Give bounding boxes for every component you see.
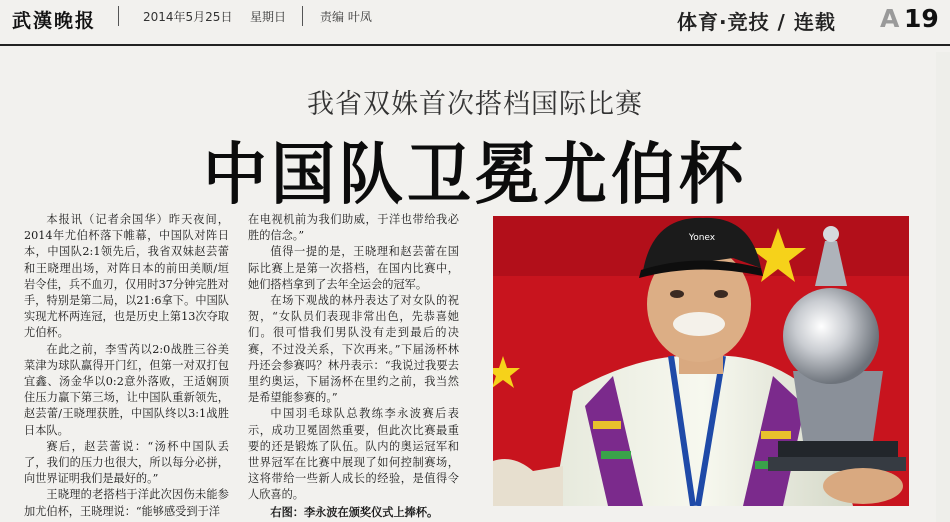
trophy-finial bbox=[823, 226, 839, 242]
scarf-stripe bbox=[601, 451, 631, 459]
cap-logo: Yonex bbox=[688, 233, 716, 243]
article-column-1 bbox=[24, 212, 229, 520]
news-photo bbox=[493, 216, 909, 506]
scarf-stripe bbox=[593, 421, 621, 429]
paragraph: 赛后，赵芸蕾说：“汤杯中国队丢了，我们的压力也很大，所以每分必拼，向世界证明我们是最好的。” bbox=[24, 439, 229, 486]
trophy-base bbox=[778, 441, 898, 457]
trophy-base bbox=[768, 457, 906, 471]
eye bbox=[714, 290, 728, 298]
divider bbox=[302, 6, 303, 26]
paragraph: 在电视机前为我们助威，于洋也带给我必胜的信念。” bbox=[248, 213, 459, 243]
article-column-2 bbox=[248, 212, 459, 520]
paragraph: 在场下观战的林丹表达了对女队的祝贺，“女队员们表现非常出色，先恭喜她们。很可惜我们男队没有走到最后的决赛，不过没关系，下次再来。”下届汤杯林丹还会参赛吗？林丹表示：“我说过我要去里约奥运，下届汤杯在里约之前，我当然是希望能参赛的。” bbox=[248, 294, 459, 405]
editor-credit: 责编 叶凤 bbox=[320, 10, 372, 24]
masthead bbox=[0, 0, 950, 50]
page-number: 19 bbox=[904, 4, 939, 33]
paragraph: 在此之前，李雪芮以2:0战胜三谷美菜津为球队赢得开门红，但第一对双打包宜鑫、汤金华以0:2意外落败，王适娴顶住压力赢下第三场，让中国队重新领先，赵芸蕾/王晓理获胜，中国队终以3:1战胜日本队。 bbox=[24, 342, 229, 437]
eye bbox=[670, 290, 684, 298]
newspaper-logo: 武漢晚报 bbox=[12, 10, 97, 32]
paragraph: 本报讯（记者余国华）昨天夜间，2014年尤伯杯落下帷幕，中国队对阵日本，中国队2:1领先后，我省双妹赵芸蕾和王晓理出场，对阵日本的前田美顺/垣岩令佳，兵不血刃，仅用时37分钟完胜对手，特别是第二局，以21:6拿下。中国队实现尤杯两连冠，也是历史上第13次夺取尤伯杯。 bbox=[24, 213, 229, 340]
smile bbox=[673, 312, 725, 336]
trophy-cup bbox=[783, 288, 879, 384]
paragraph: 值得一提的是，王晓理和赵芸蕾在国际比赛上是第一次搭档，在国内比赛中，她们搭档拿到了去年全运会的冠军。 bbox=[248, 245, 459, 291]
page-letter: A bbox=[880, 4, 900, 33]
issue-weekday: 星期日 bbox=[250, 10, 287, 24]
paragraph: 王晓理的老搭档于洋此次因伤未能参加尤伯杯，王晓理说：“能够感受到于洋 bbox=[24, 488, 229, 518]
article-headline: 中国队卫冕尤伯杯 bbox=[203, 136, 747, 215]
paragraph: 中国羽毛球队总教练李永波赛后表示，成功卫冕固然重要，但此次比赛最重要的还是锻炼了队伍。队内的奥运冠军和世界冠军在比赛中展现了如何控制赛场，这将带给一些新人成长的经验，是值得令人欣喜的。 bbox=[248, 407, 459, 502]
photo-illustration bbox=[493, 216, 909, 506]
scarf-stripe bbox=[761, 431, 791, 439]
photo-caption: 右图：李永波在颁奖仪式上捧杯。 bbox=[270, 504, 439, 519]
section-title: 体育·竞技 / 连载 bbox=[677, 10, 836, 34]
page-edge bbox=[936, 52, 950, 522]
header-rule bbox=[0, 44, 950, 46]
article-subhead: 我省双姝首次搭档国际比赛 bbox=[307, 89, 643, 120]
hand bbox=[823, 468, 903, 504]
divider bbox=[118, 6, 119, 26]
issue-date: 2014年5月25日 bbox=[143, 10, 233, 24]
